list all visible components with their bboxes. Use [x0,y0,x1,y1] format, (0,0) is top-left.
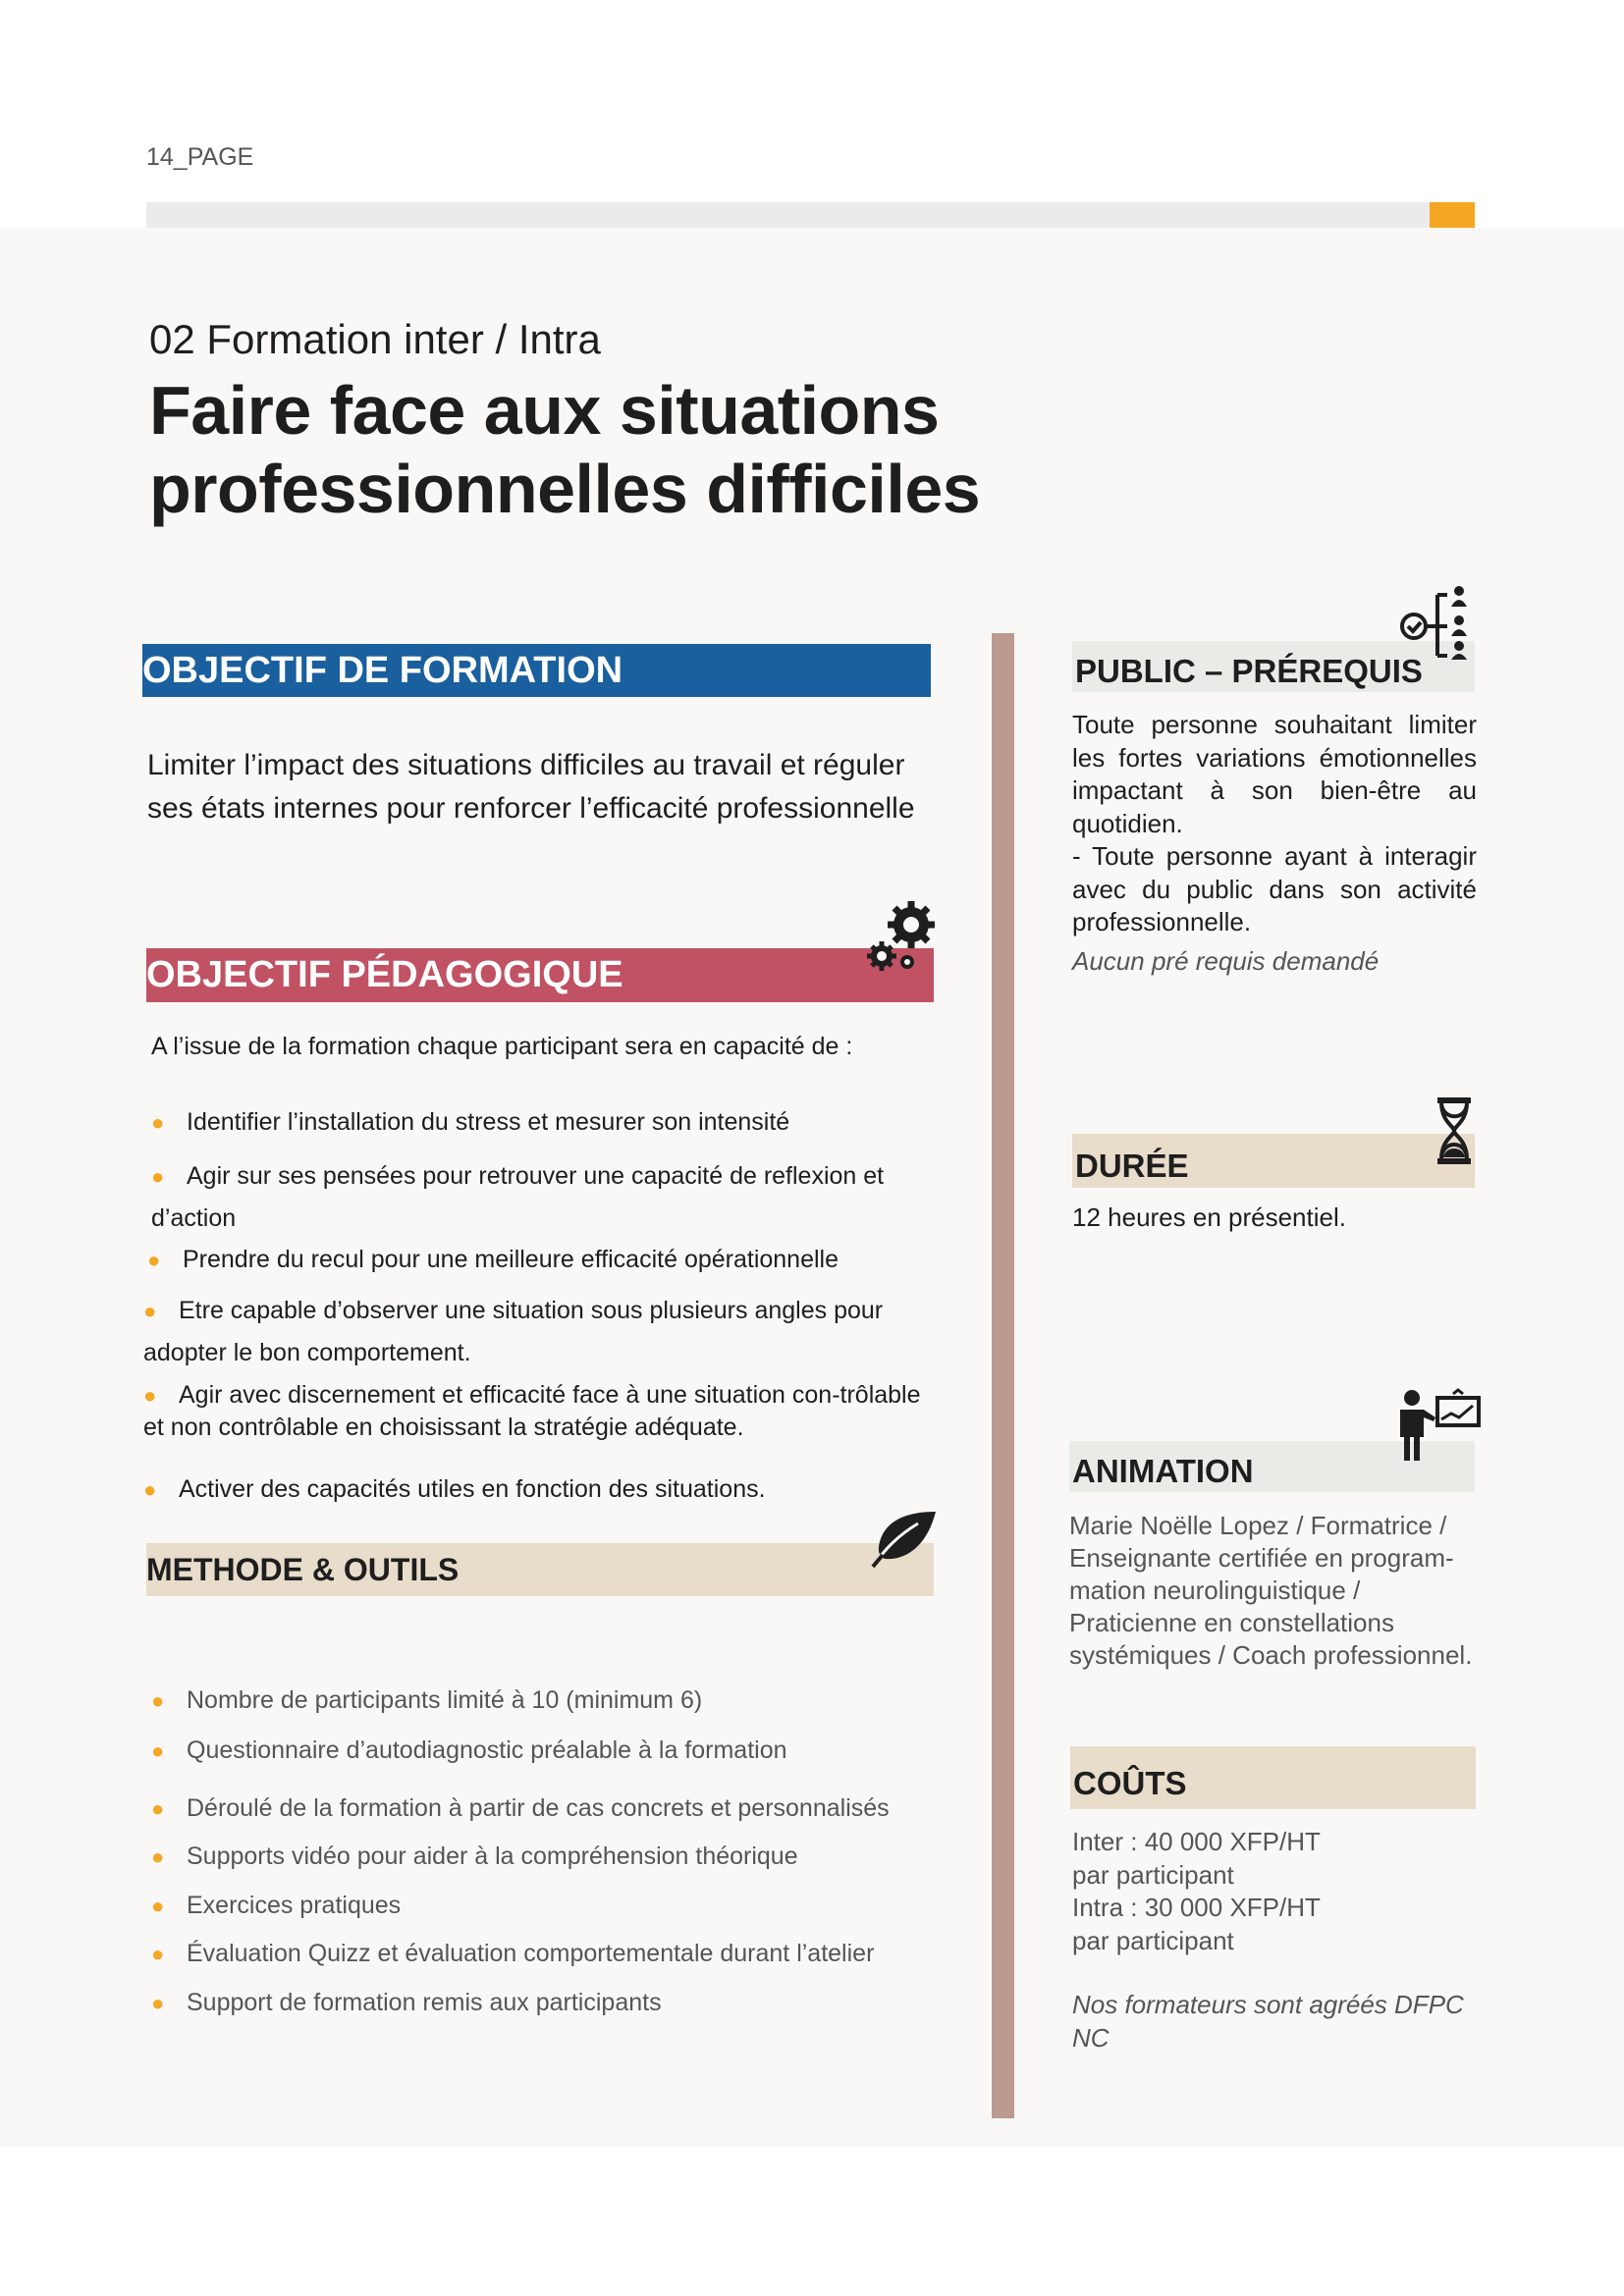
price-unit: par participant [1072,1925,1234,1955]
item-text: Agir sur ses pensées pour retrouver une capacité de reflexion et d’action [151,1162,885,1232]
bullet-icon: ● [151,1942,165,1966]
duree-text: 12 heures en présentiel. [1072,1202,1346,1232]
price-inter: Inter : 40 000 XFP/HT [1072,1827,1321,1856]
item-text: Support de formation remis aux participants [187,1989,662,2016]
item-text: Supports vidéo pour aider à la compréhension théorique [187,1842,798,1870]
page-number: 14_PAGE [146,143,254,171]
header-bar [146,202,1475,228]
methode-item [151,1940,874,1968]
text-line: ses états internes pour renforcer l’efficacité professionnelle [147,792,915,825]
item-text: Prendre du recul pour une meilleure efficacité opérationnelle [183,1246,839,1273]
title-line: professionnelles difficiles [149,451,981,527]
item-text: Questionnaire d’autodiagnostic préalable à la formation [187,1736,787,1764]
presenter-icon [1396,1388,1483,1463]
price-unit: par participant [1072,1859,1234,1890]
bullet-icon: ● [151,1688,165,1713]
item-text: Identifier l’installation du stress et mesurer son intensité [187,1108,790,1136]
bullet-icon: ● [151,1844,165,1869]
bullet-icon: ● [147,1248,161,1272]
hourglass-icon [1432,1096,1477,1165]
bullet-icon: ● [151,1991,165,2015]
animation-text: Marie Noëlle Lopez / Formatrice / Enseignante certifiée en program-mation neurolinguistique / Praticienne en constellations systémiques / Coach professionnel. [1069,1511,1473,1670]
heading-label: COÛTS [1073,1765,1187,1801]
objectif-item [147,1239,933,1281]
leaf-icon [869,1510,938,1569]
methode-item [151,1892,401,1920]
item-text: Activer des capacités utiles en fonction des situations. [179,1475,766,1503]
bullet-icon: ● [143,1299,157,1323]
bullet-icon: ● [143,1477,157,1502]
audience-check-icon [1398,585,1473,660]
objectif-item [151,1155,937,1240]
item-text: Évaluation Quizz et évaluation comportementale durant l’atelier [187,1940,875,1967]
methode-heading [146,1543,934,1596]
methode-item [151,1686,702,1715]
bullet-icon: ● [151,1796,165,1821]
methode-item [151,1794,890,1823]
objectif-pedagogique-heading [146,948,934,1002]
header-accent [1430,202,1475,228]
item-text: Exercices pratiques [187,1892,402,1919]
couts-text [1072,1826,1477,2055]
objectif-formation-text [147,744,915,830]
price-intra: Intra : 30 000 XFP/HT [1072,1893,1321,1922]
item-text: Agir avec discernement et efficacité face à une situation con-trôlable et non contrôlable en choisissant la stratégie adéquate. [143,1381,921,1441]
objectif-item [151,1101,937,1144]
methode-item [151,1736,787,1765]
bullet-icon: ● [151,1894,165,1918]
couts-heading [1070,1746,1476,1809]
subtitle: 02 Formation inter / Intra [149,316,601,362]
text-line: Limiter l’impact des situations difficiles au travail et réguler [147,749,905,781]
bullet-icon: ● [151,1164,165,1189]
heading-label: OBJECTIF PÉDAGOGIQUE [146,954,623,995]
objectif-intro: A l’issue de la formation chaque participant sera en capacité de : [151,1033,853,1060]
page-title [149,371,980,528]
objectif-item [143,1468,929,1511]
methode-item [151,1842,798,1871]
heading-label: ANIMATION [1072,1453,1254,1489]
text-paragraph: - Toute personne ayant à interagir avec du public dans son activité professionnelle. [1072,841,1477,936]
title-line: Faire face aux situations [149,372,940,449]
item-text: Déroulé de la formation à partir de cas concrets et personnalisés [187,1794,890,1822]
bullet-icon: ● [143,1383,157,1408]
bullet-icon: ● [151,1738,165,1763]
accreditation-note: Nos formateurs sont agréés DFPC NC [1072,1990,1464,2053]
heading-label: PUBLIC – PRÉREQUIS [1075,653,1423,689]
bullet-icon: ● [151,1110,165,1135]
heading-label: DURÉE [1075,1147,1189,1184]
column-divider [992,633,1014,2118]
text-paragraph: Toute personne souhaitant limiter les fortes variations émotionnelles impactant à son bien-être au quotidien. [1072,710,1477,838]
methode-item [151,1989,662,2017]
heading-label: OBJECTIF DE FORMATION [142,649,623,691]
duree-heading [1072,1134,1475,1188]
public-text [1072,709,1477,978]
objectif-formation-heading [142,644,931,697]
item-text: Etre capable d’observer une situation sous plusieurs angles pour adopter le bon comportement. [143,1297,884,1366]
gears-icon [864,897,941,974]
objectif-item [143,1379,929,1443]
objectif-item [143,1290,929,1374]
prerequisite-note: Aucun pré requis demandé [1072,945,1380,976]
heading-label: METHODE & OUTILS [146,1551,460,1587]
item-text: Nombre de participants limité à 10 (minimum 6) [187,1686,703,1714]
